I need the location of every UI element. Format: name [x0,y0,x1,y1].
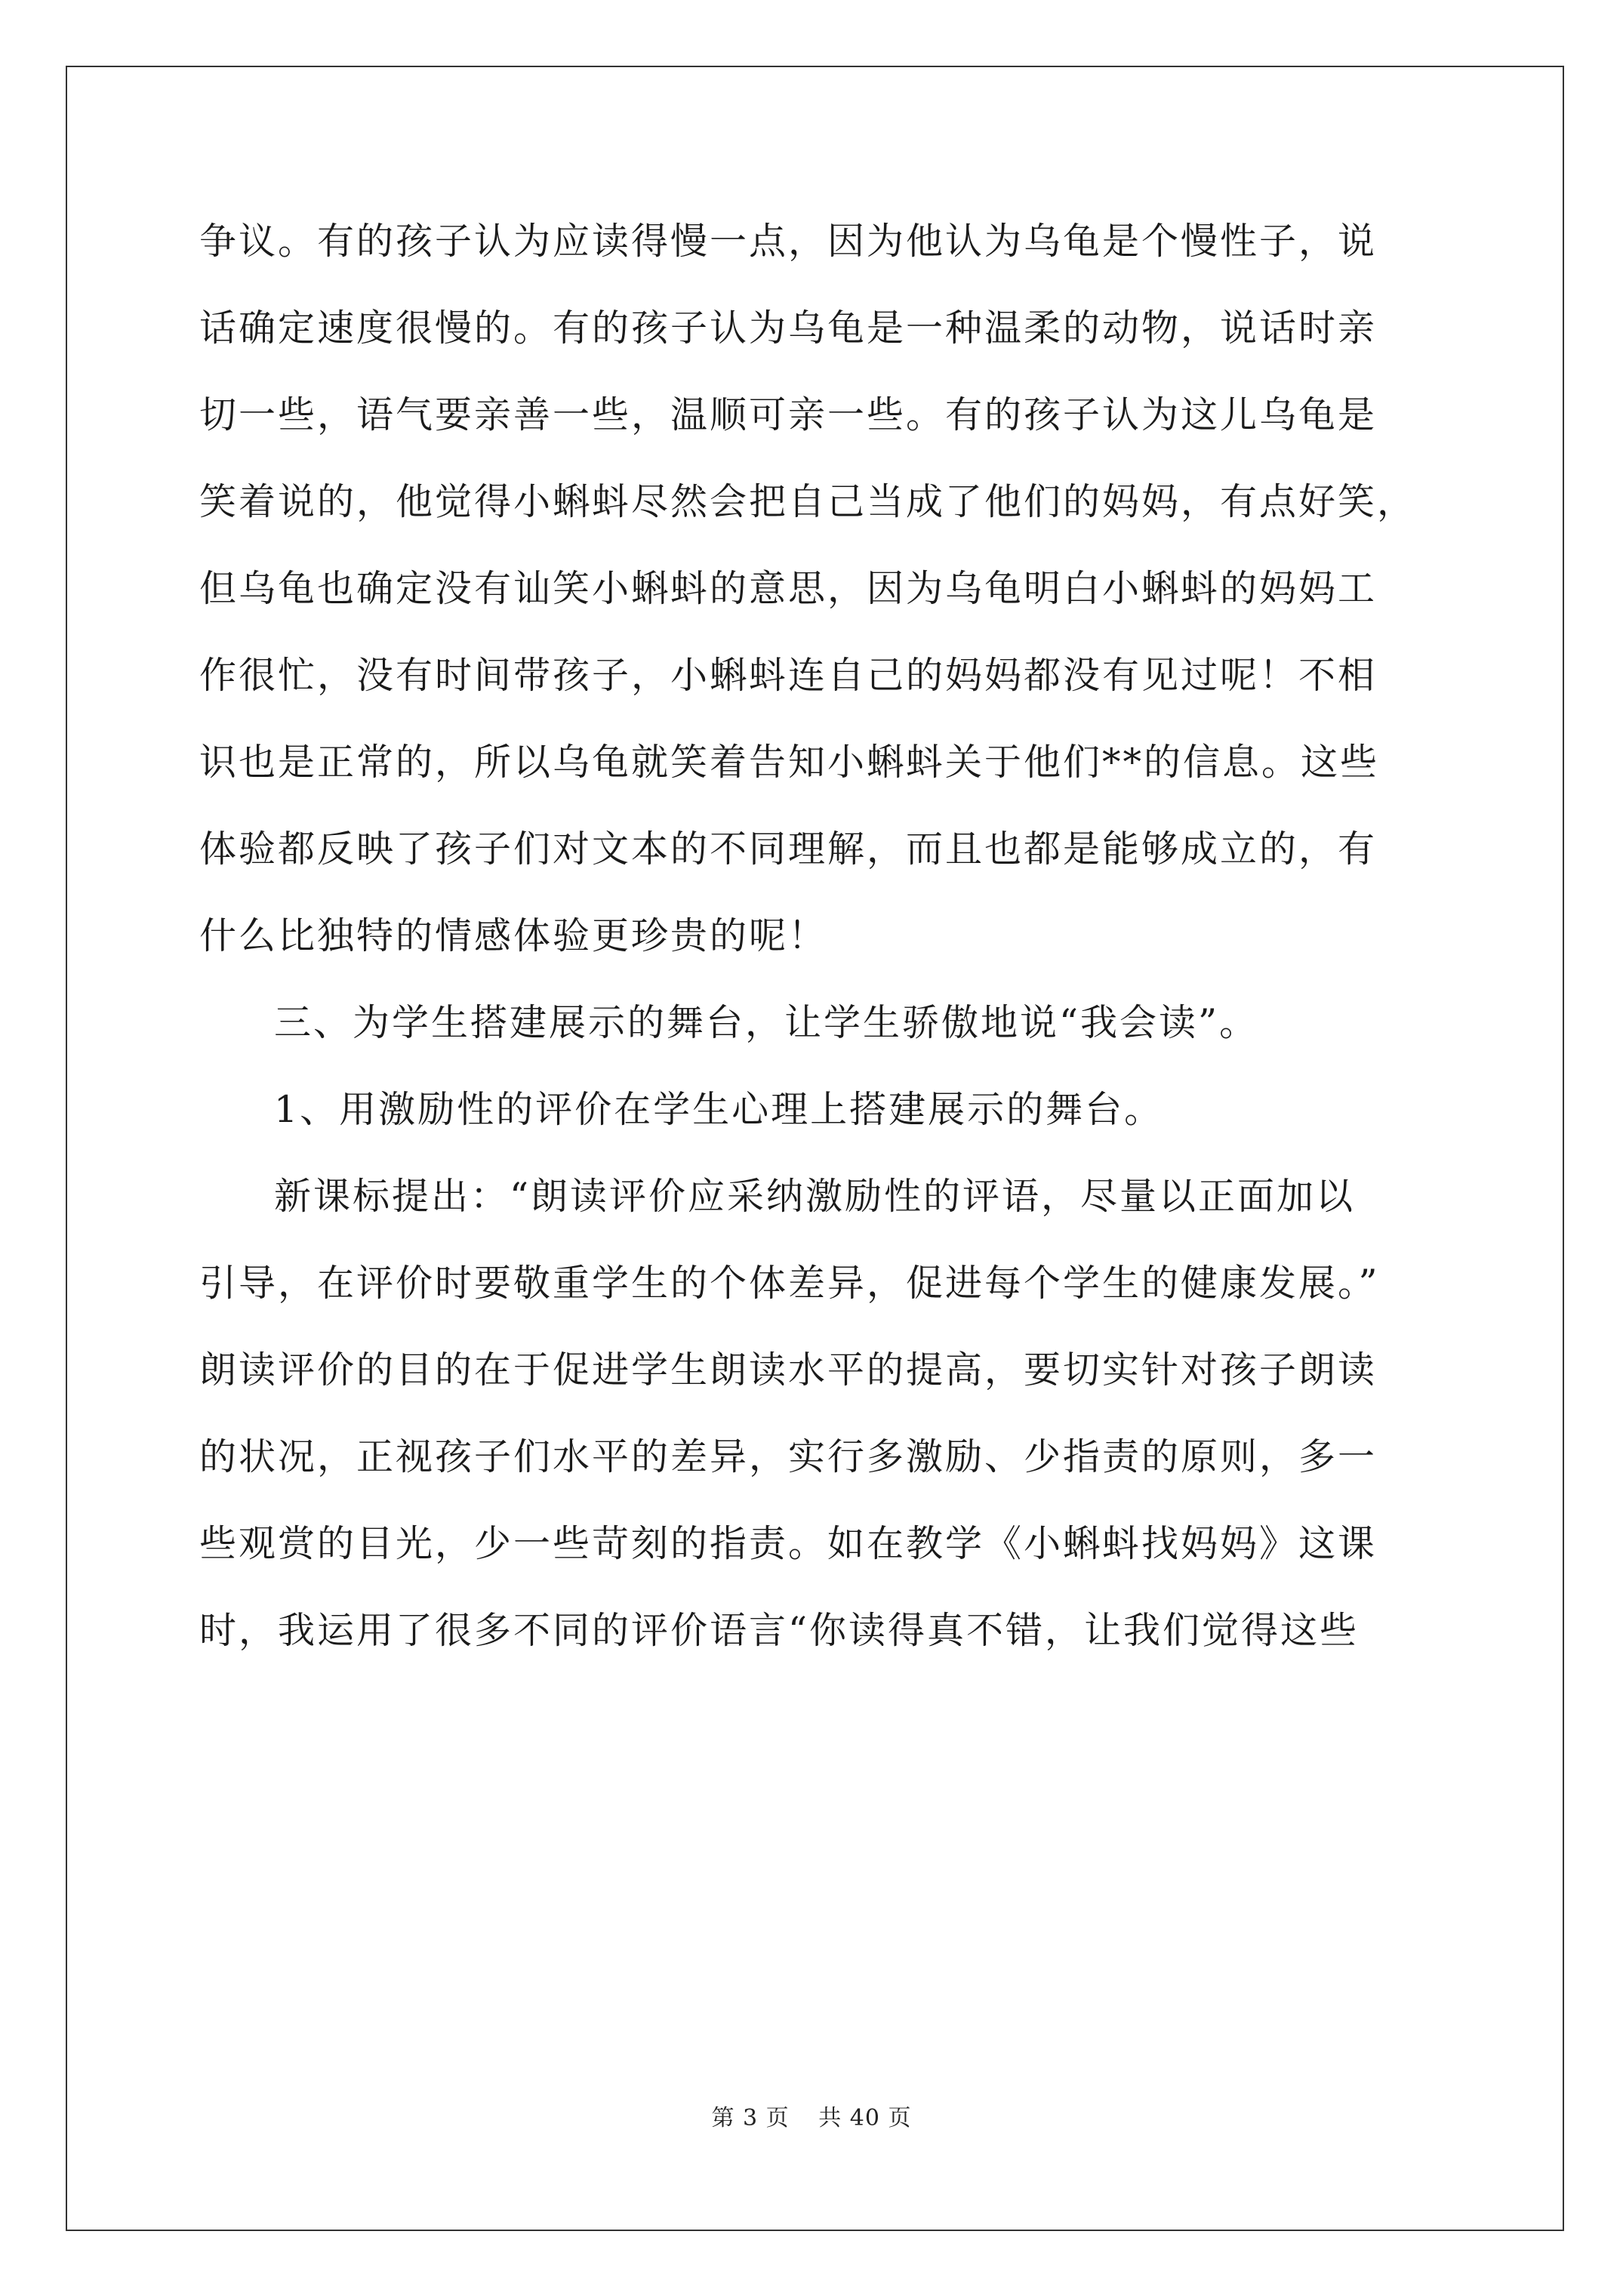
page-total: 共 40 页 [818,2105,912,2131]
text-line: 1、用激励性的评价在学生心理上搭建展示的舞台。 [274,1088,1164,1131]
text-line: 争议。有的孩子认为应读得慢一点，因为他认为乌龟是个慢性子，说 [199,220,1378,263]
document-body [199,198,1437,1674]
text-line: 些观赏的目光，少一些苛刻的指责。如在教学《小蝌蚪找妈妈》这课 [199,1522,1378,1565]
text-line: 引导，在评价时要敬重学生的个体差异，促进每个学生的健康发展。” [199,1262,1380,1305]
text-line: 时，我运用了很多不同的评价语言“你读得真不错，让我们觉得这些 [199,1609,1360,1652]
text-line: 切一些，语气要亲善一些，温顺可亲一些。有的孩子认为这儿乌龟是 [199,393,1378,436]
text-line: 的状况，正视孩子们水平的差异，实行多激励、少指责的原则，多一 [199,1435,1378,1478]
text-line: 识也是正常的，所以乌龟就笑着告知小蝌蚪关于他们**的信息。这些 [199,741,1380,784]
page-footer [0,2099,1623,2132]
text-line: 什么比独特的情感体验更珍贵的呢！ [199,914,828,957]
text-line: 体验都反映了孩子们对文本的不同理解，而且也都是能够成立的，有 [199,827,1378,871]
text-line: 话确定速度很慢的。有的孩子认为乌龟是一种温柔的动物，说话时亲 [199,307,1378,350]
page-number: 第 3 页 [711,2105,790,2131]
text-line: 作很忙，没有时间带孩子，小蝌蚪连自己的妈妈都没有见过呢！不相 [199,654,1378,697]
text-line: 朗读评价的目的在于促进学生朗读水平的提高，要切实针对孩子朗读 [199,1348,1378,1391]
text-line: 笑着说的，他觉得小蝌蚪尽然会把自己当成了他们的妈妈，有点好笑， [199,480,1417,523]
text-line: 三、为学生搭建展示的舞台，让学生骄傲地说“我会读”。 [274,1001,1259,1044]
text-line: 但乌龟也确定没有讪笑小蝌蚪的意思，因为乌龟明白小蝌蚪的妈妈工 [199,567,1378,610]
text-line: 新课标提出：“朗读评价应采纳激励性的评语，尽量以正面加以 [274,1175,1356,1218]
